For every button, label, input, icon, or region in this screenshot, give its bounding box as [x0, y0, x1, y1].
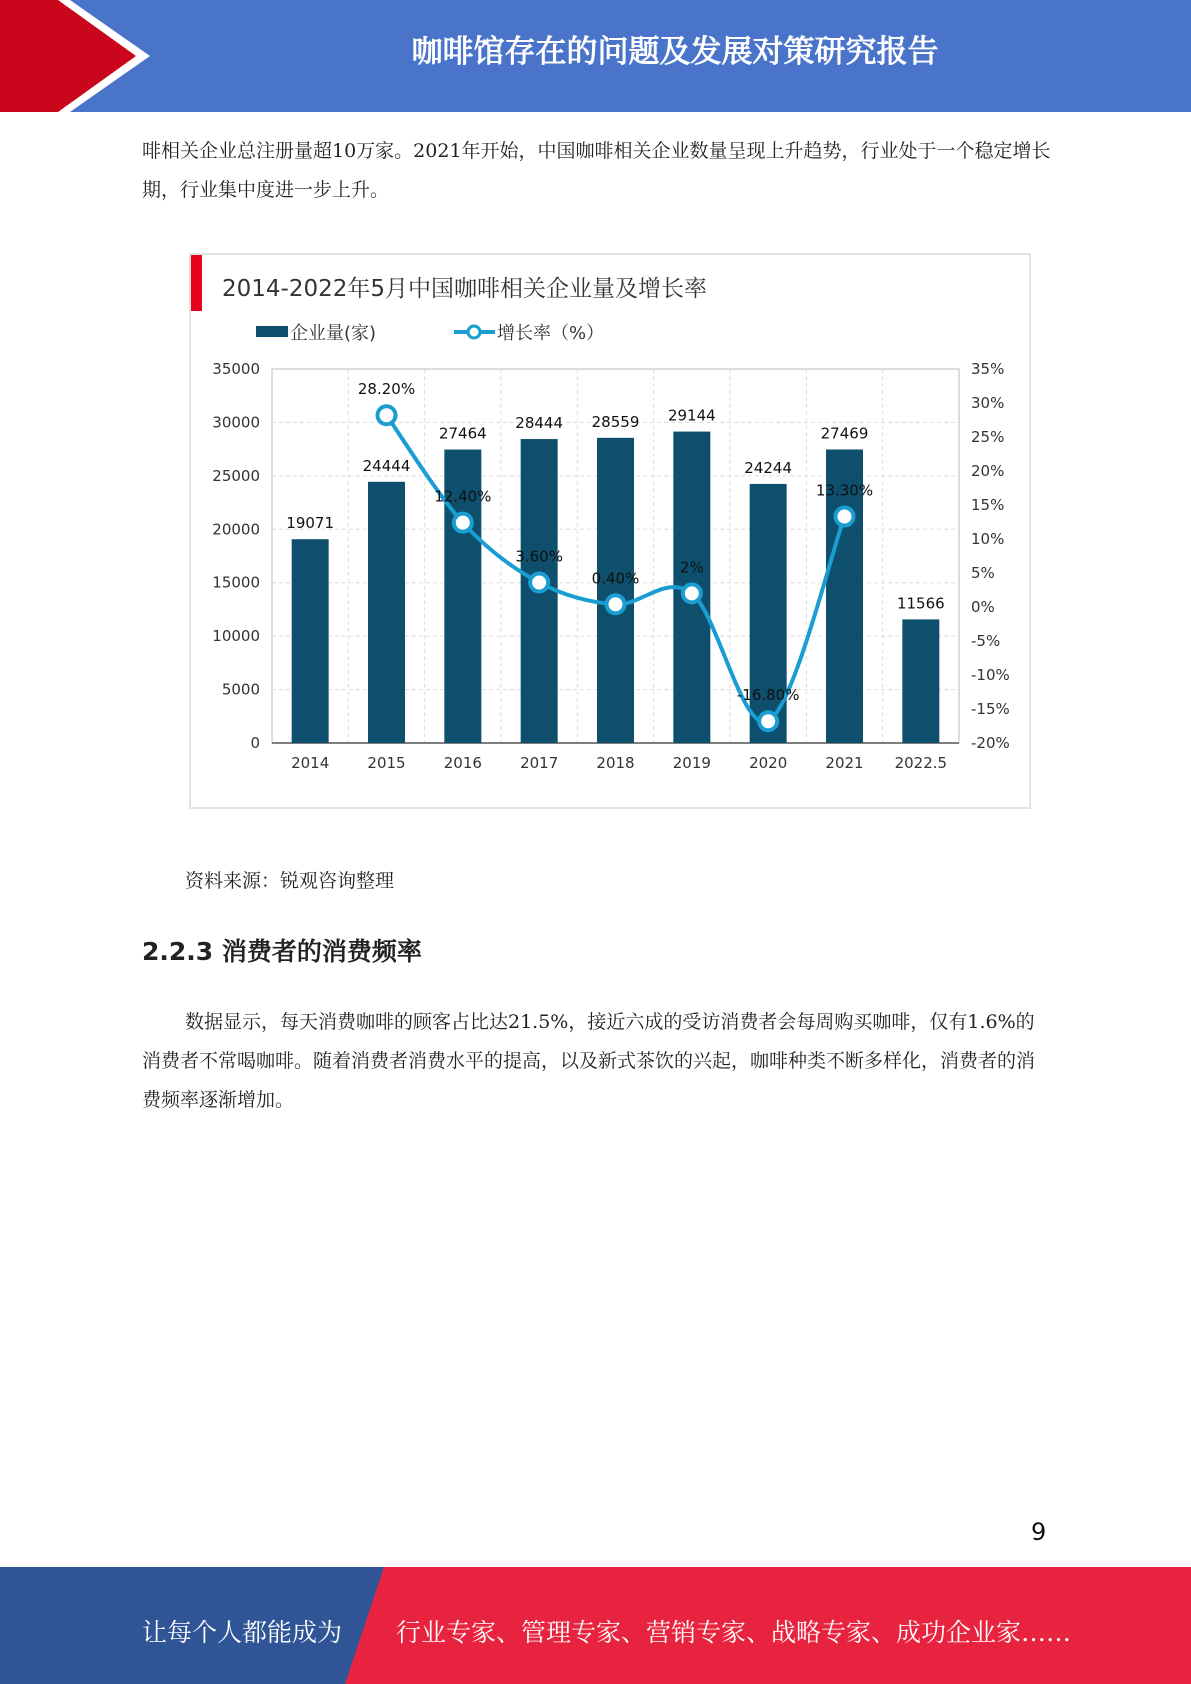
y-left-tick-label: 15000 — [212, 573, 260, 592]
x-tick-label: 2021 — [825, 754, 864, 772]
bar-value-label: 19071 — [286, 514, 335, 533]
footer-slogan-left: 让每个人都能成为 — [142, 1618, 343, 1647]
legend-bar-swatch — [256, 326, 288, 337]
source-note: 资料来源：锐观咨询整理 — [185, 870, 395, 892]
report-title: 咖啡馆存在的问题及发展对策研究报告 — [411, 34, 939, 70]
x-tick-label: 2016 — [443, 754, 482, 772]
growth-rate-label: 3.60% — [515, 547, 563, 566]
y-right-tick-label: 25% — [971, 428, 1005, 446]
growth-rate-point — [454, 514, 472, 532]
x-tick-label: 2019 — [672, 754, 711, 772]
bar — [368, 482, 405, 743]
y-right-tick-label: 20% — [971, 462, 1005, 480]
growth-rate-point — [759, 712, 777, 730]
growth-rate-point — [378, 406, 396, 424]
footer-slogan-right: 行业专家、管理专家、营销专家、战略专家、成功企业家…… — [396, 1618, 1072, 1647]
y-left-tick-label: 30000 — [212, 413, 260, 432]
bar-value-label: 28559 — [591, 412, 640, 431]
y-right-tick-label: -20% — [971, 734, 1010, 752]
growth-rate-label: -16.80% — [736, 686, 800, 705]
chart-title: 2014-2022年5月中国咖啡相关企业量及增长率 — [222, 276, 707, 302]
growth-rate-point — [530, 574, 548, 592]
y-left-tick-label: 5000 — [221, 680, 260, 699]
y-right-tick-label: -10% — [971, 666, 1010, 684]
growth-rate-label: 13.30% — [815, 481, 874, 500]
growth-rate-label: 0.40% — [591, 569, 640, 588]
bar-value-label: 24244 — [744, 458, 793, 477]
bar — [902, 619, 939, 743]
growth-rate-point — [836, 508, 854, 526]
growth-rate-point — [683, 584, 701, 602]
company-growth-chart — [191, 255, 1029, 807]
bar-value-label: 29144 — [667, 406, 716, 425]
x-tick-label: 2020 — [749, 754, 788, 772]
bar-value-label: 27469 — [820, 424, 869, 443]
y-right-tick-label: 0% — [971, 598, 995, 616]
x-tick-label: 2018 — [596, 754, 635, 772]
bar-value-label: 24444 — [362, 456, 411, 475]
y-left-tick-label: 10000 — [212, 627, 260, 646]
growth-rate-label: 2% — [679, 558, 704, 577]
y-right-tick-label: 10% — [971, 530, 1005, 548]
y-right-tick-label: -15% — [971, 700, 1010, 718]
bar-value-label: 27464 — [438, 424, 487, 443]
y-left-tick-label: 20000 — [212, 520, 260, 539]
body-paragraph: 数据显示，每天消费咖啡的顾客占比达21.5%，接近六成的受访消费者会每周购买咖啡，仅有1.6%的消费者不常喝咖啡。随着消费者消费水平的提高，以及新式茶饮的兴起，咖啡种类不断多样化，消费者的消费频率逐渐增加。 — [142, 1011, 1036, 1111]
chart-container — [189, 253, 1031, 809]
y-left-tick-label: 35000 — [212, 360, 260, 378]
y-right-tick-label: 5% — [971, 564, 995, 582]
x-tick-label: 2015 — [367, 754, 406, 772]
title-accent-bar — [191, 255, 202, 311]
y-right-tick-label: 35% — [971, 360, 1005, 378]
page-number: 9 — [1031, 1518, 1047, 1546]
x-tick-label: 2017 — [520, 754, 559, 772]
page-header — [0, 0, 1191, 112]
bar — [292, 539, 329, 743]
x-tick-label: 2022.5 — [894, 754, 948, 772]
y-right-tick-label: 15% — [971, 496, 1005, 514]
section-heading: 2.2.3 消费者的消费频率 — [142, 937, 422, 966]
legend-line-label: 增长率（%） — [497, 323, 605, 344]
growth-rate-point — [607, 595, 625, 613]
bar-value-label: 28444 — [515, 414, 564, 433]
x-tick-label: 2014 — [291, 754, 330, 772]
bar — [597, 438, 634, 743]
header-chevron-decoration — [0, 0, 160, 112]
y-left-tick-label: 25000 — [212, 466, 260, 485]
growth-rate-label: 12.40% — [434, 487, 492, 506]
growth-rate-label: 28.20% — [357, 380, 416, 399]
y-right-tick-label: 30% — [971, 394, 1005, 412]
legend-bar-label: 企业量(家) — [290, 323, 377, 344]
legend-line-marker — [468, 326, 480, 338]
intro-paragraph: 啡相关企业总注册量超10万家。2021年开始，中国咖啡相关企业数量呈现上升趋势，行业处于一个稳定增长期，行业集中度进一步上升。 — [142, 140, 1051, 201]
y-right-tick-label: -5% — [971, 632, 1001, 650]
bar-value-label: 11566 — [896, 594, 945, 613]
y-left-tick-label: 0 — [250, 734, 260, 752]
